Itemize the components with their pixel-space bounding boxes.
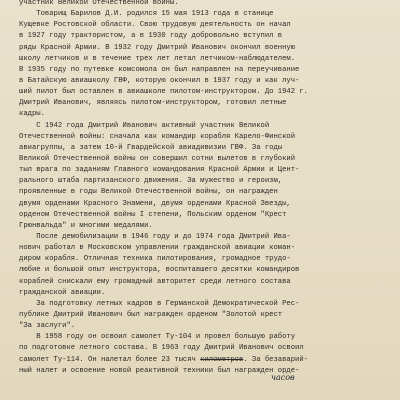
text-line: любие и большой опыт инструктора, воспитавшего десятки командиров <box>19 266 300 275</box>
text-line: ряды Красной Армии. В 1932 году Дмитрий Иванович окончил военную <box>19 43 296 52</box>
text-line: публике Дмитрий Иванович был награжден орденом "Золотой крест <box>19 310 283 319</box>
text-line: Отечественной войны: сначала как командир корабля Карело-Финской <box>19 132 296 141</box>
text-line: За подготовку летных кадров в Германской Демократической Рес- <box>19 299 300 308</box>
typewritten-text <box>19 0 394 377</box>
text-line: тыл врага по заданиям Главного командования Красной Армии и Цент- <box>19 166 300 175</box>
text-line: ный налет и освоение новой реактивной техники был награжден орде- <box>19 366 300 375</box>
text-line: участник Великой Отечественной войны. <box>19 0 179 7</box>
text-line: Дмитрий Иванович, являясь пилотом-инструктором, готовил летные <box>19 99 287 108</box>
struck-word: километров <box>200 355 244 364</box>
text-line: в 1927 году трактористом, а в 1930 году добровольно вступил в <box>19 32 283 41</box>
text-line: орденом Отечественной войны I степени, Польским орденом "Крест <box>19 210 287 219</box>
handwritten-correction: часов <box>271 373 295 382</box>
text-line: В 1935 году по путевке комсомола он был направлен на переучивание <box>19 65 300 74</box>
text-line: самолет Ту-114. Он налетал более 23 тысяч километров. За безаварий- <box>19 355 308 364</box>
text-line: Грюнвальда" и многими медалями. <box>19 221 153 230</box>
text-line: кадры. <box>19 110 45 119</box>
text-line: Кущевке Ростовской области. Свою трудовую деятельность он начал <box>19 21 291 30</box>
text-line: Великой Отечественной войны он совершил сотни вылетов в глубокий <box>19 154 296 163</box>
text-line: в Батайскую авиашколу ГВФ, которую окончил в 1937 году и как луч- <box>19 76 300 85</box>
text-line: гражданской авиации. <box>19 288 106 297</box>
text-line: Товарищ Барилов Д.И. родился 15 мая 1913 года в станице <box>19 10 274 19</box>
text-line: После демобилизации в 1946 году и до 1974 года Дмитрий Ива- <box>19 232 291 241</box>
text-line: по подготовке летного состава. В 1963 году Дмитрий Иванович освоил <box>19 344 304 353</box>
text-line: кораблей снискали ему громадный авторитет среди летного состава <box>19 277 291 286</box>
text-line: ший пилот был оставлен в авиашколе пилотом-инструктором. До 1942 г. <box>19 88 308 97</box>
text-line: нович работал в Московском управлении гражданской авиации коман- <box>19 244 296 253</box>
text-line: С 1942 года Дмитрий Иванович активный участник Великой <box>19 121 270 130</box>
text-line: школу летчиков и в течение трех лет летал летчиком-наблюдателем. <box>19 54 296 63</box>
text-line: двумя орденами Красного Знамени, двумя орденами Красной Звезды, <box>19 199 291 208</box>
text-line: авиагруппы, а затем 10-й Гвардейской авиадивизии ГВФ. За годы <box>19 143 283 152</box>
text-line: "За заслуги". <box>19 322 76 331</box>
text-line: проявленные в годы Великой Отечественной войны, он награжден <box>19 188 278 197</box>
text-line: диром корабля. Отличная техника пилотирования, громадное трудо- <box>19 255 291 264</box>
text-line: рального штаба партизанского движения. За мужество и героизм, <box>19 177 283 186</box>
text-line: В 1958 году он освоил самолет Ту-104 и провел большую работу <box>19 333 296 342</box>
